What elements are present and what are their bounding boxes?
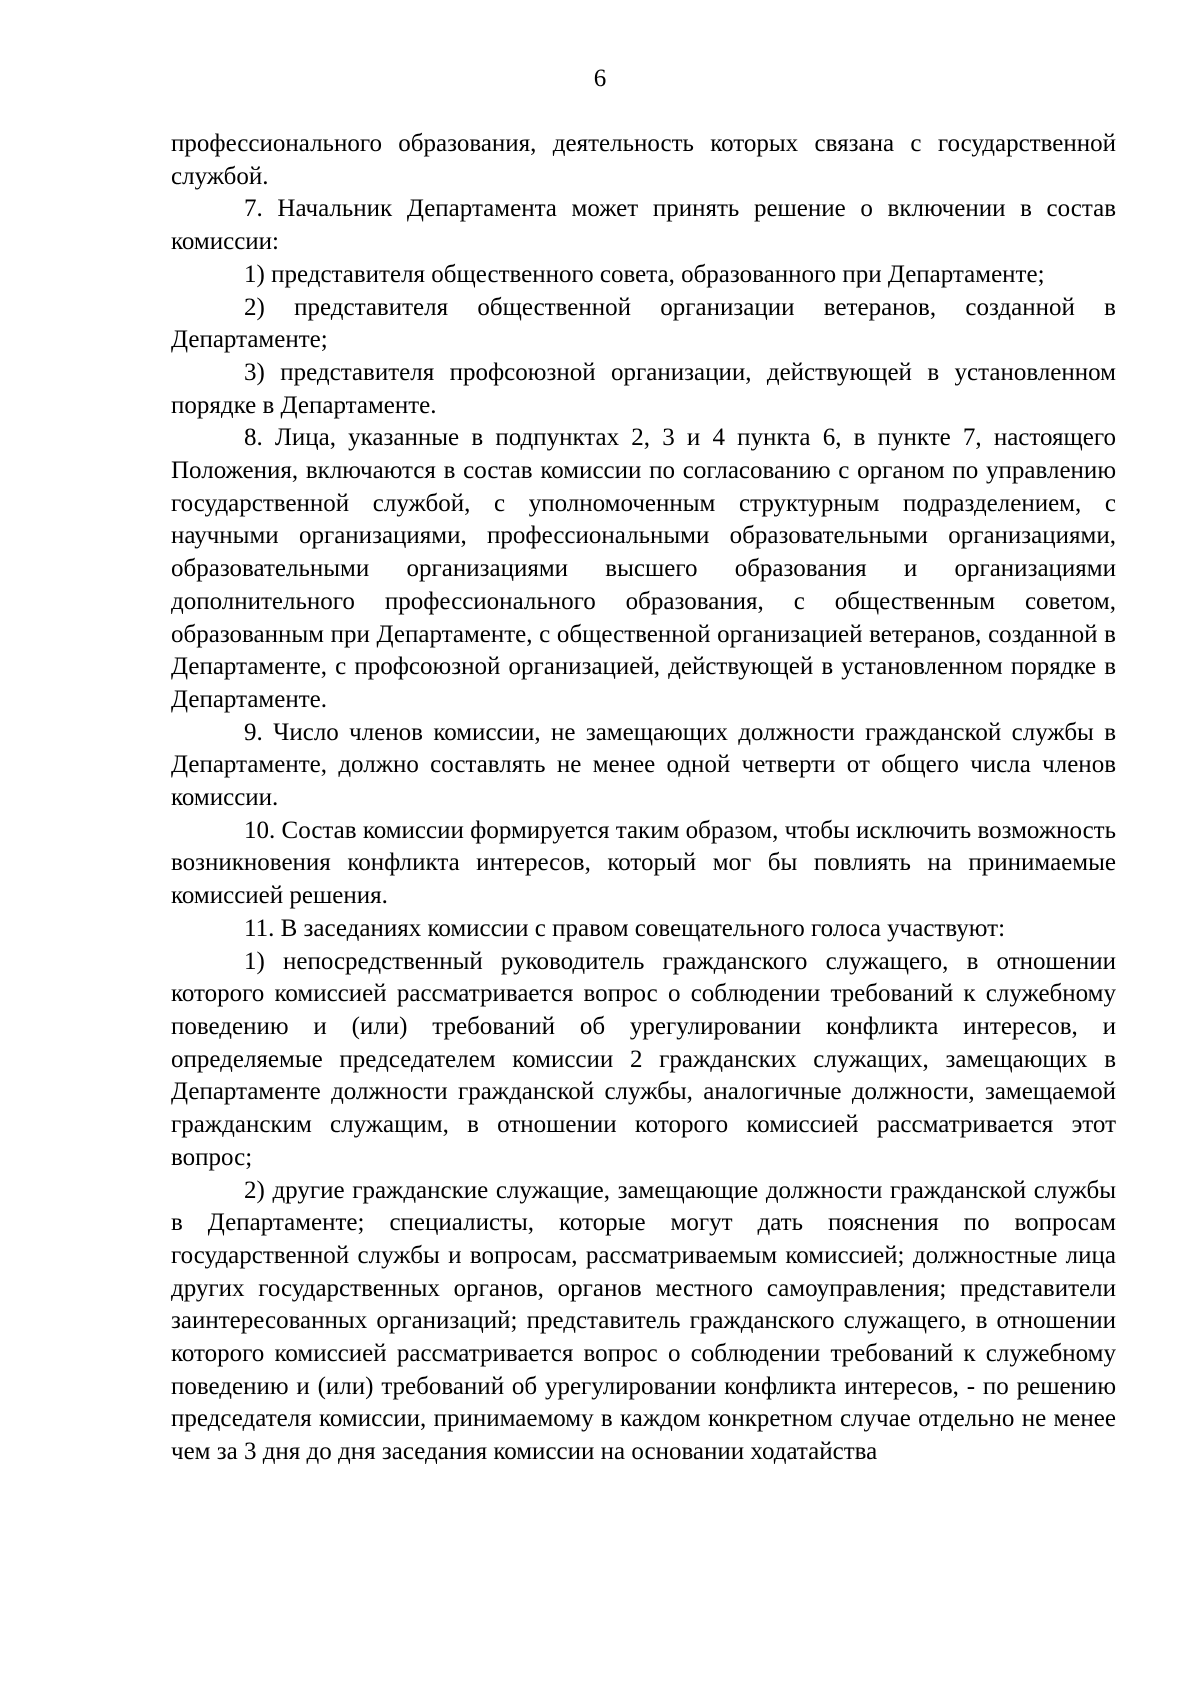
document-body <box>171 128 1116 1469</box>
paragraph-item-8: 8. Лица, указанные в подпунктах 2, 3 и 4 пункта 6, в пункте 7, настоящего Положения, включаются в состав комиссии по согласованию с органом по управлению государственной службой, с уполномоченным структурным подразделением, с научными организациями, профессиональными образовательными организациями, образовательными организациями высшего образования и организациями дополнительного профессионального образования, с общественным советом, образованным при Департаменте, с общественной организацией ветеранов, созданной в Департаменте, с профсоюзной организацией, действующей в установленном порядке в Департаменте. <box>171 424 1116 713</box>
paragraph-item-11: 11. В заседаниях комиссии с правом совещательного голоса участвуют: <box>244 914 1006 942</box>
page-number: 6 <box>593 65 607 92</box>
paragraph-continuation: профессионального образования, деятельность которых связана с государственной службой. <box>171 130 1116 190</box>
subitem-11-2: 2) другие гражданские служащие, замещающие должности гражданской службы в Департаменте; специалисты, которые могут дать пояснения по вопросам государственной службы и вопросам, рассматриваемым комиссией; должностные лица других государственных органов, органов местного самоуправления; представители заинтересованных организаций; представитель гражданского служащего, в отношении которого комиссией рассматривается вопрос о соблюдении требований к служебному поведению и (или) требований об урегулировании конфликта интересов, - по решению председателя комиссии, принимаемому в каждом конкретном случае отдельно не менее чем за 3 дня до дня заседания комиссии на основании ходатайства <box>171 1176 1116 1466</box>
subitem-7-2: 2) представителя общественной организации ветеранов, созданной в Департаменте; <box>171 293 1116 354</box>
subitem-11-1: 1) непосредственный руководитель гражданского служащего, в отношении которого комиссией рассматривается вопрос о соблюдении требований к служебному поведению и (или) требований об урегулировании конфликта интересов, и определяемые председателем комиссии 2 гражданских служащих, замещающих в Департаменте должности гражданской службы, аналогичные должности, замещаемой гражданским служащим, в отношении которого комиссией рассматривается этот вопрос; <box>171 947 1116 1171</box>
subitem-7-3: 3) представителя профсоюзной организации, действующей в установленном порядке в Департаменте. <box>171 358 1116 419</box>
paragraph-item-9: 9. Число членов комиссии, не замещающих должности гражданской службы в Департаменте, должно составлять не менее одной четверти от общего числа членов комиссии. <box>171 718 1116 812</box>
paragraph-item-10: 10. Состав комиссии формируется таким образом, чтобы исключить возможность возникновения конфликта интересов, который мог бы повлиять на принимаемые комиссией решения. <box>171 816 1116 910</box>
paragraph-item-7: 7. Начальник Департамента может принять решение о включении в состав комиссии: <box>171 195 1116 256</box>
subitem-7-1: 1) представителя общественного совета, образованного при Департаменте; <box>244 260 1045 288</box>
